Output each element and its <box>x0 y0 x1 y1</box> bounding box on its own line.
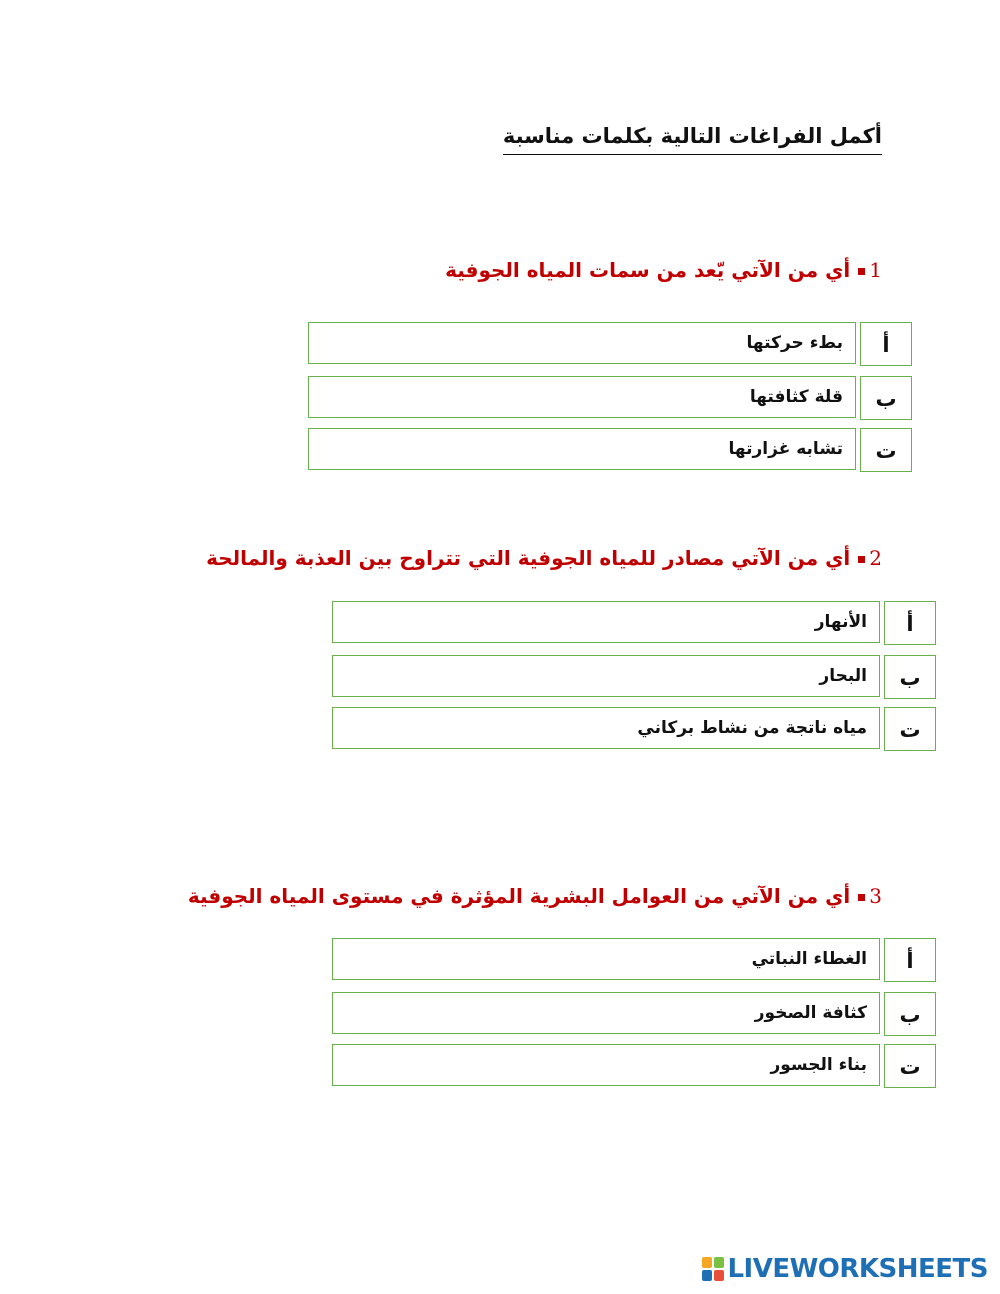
logo-square <box>714 1270 724 1281</box>
option-text[interactable]: مياه ناتجة من نشاط بركاني <box>332 707 880 749</box>
option-text[interactable]: بناء الجسور <box>332 1044 880 1086</box>
question-number: 2 <box>869 546 882 570</box>
page-title: أكمل الفراغات التالية بكلمات مناسبة <box>503 124 882 155</box>
liveworksheets-logo <box>702 1254 988 1284</box>
options-group-1 <box>308 322 912 474</box>
options-group-2 <box>332 601 936 753</box>
options-group-3 <box>332 938 936 1090</box>
bullet-icon <box>858 556 865 563</box>
option-letter: ت <box>860 428 912 472</box>
option-text[interactable]: قلة كثافتها <box>308 376 856 418</box>
question-2 <box>206 546 882 570</box>
question-3 <box>188 884 882 908</box>
question-text: أي من الآتي مصادر للمياه الجوفية التي تتراوح بين العذبة والمالحة <box>206 546 851 570</box>
question-number: 3 <box>869 884 882 908</box>
option-text[interactable]: تشابه غزارتها <box>308 428 856 470</box>
option-text[interactable]: كثافة الصخور <box>332 992 880 1034</box>
logo-square <box>702 1257 712 1268</box>
option-a[interactable] <box>332 938 936 982</box>
option-letter: ت <box>884 707 936 751</box>
option-letter: أ <box>884 601 936 645</box>
option-b[interactable] <box>332 992 936 1036</box>
logo-mark-icon <box>702 1257 724 1281</box>
option-a[interactable] <box>308 322 912 366</box>
option-letter: أ <box>860 322 912 366</box>
bullet-icon <box>858 268 865 275</box>
option-letter: ب <box>884 992 936 1036</box>
option-letter: ت <box>884 1044 936 1088</box>
question-1 <box>445 258 882 282</box>
option-letter: أ <box>884 938 936 982</box>
option-b[interactable] <box>308 376 912 420</box>
option-c[interactable] <box>308 428 912 472</box>
option-c[interactable] <box>332 707 936 751</box>
option-letter: ب <box>860 376 912 420</box>
option-text[interactable]: الأنهار <box>332 601 880 643</box>
option-text[interactable]: بطء حركتها <box>308 322 856 364</box>
question-text: أي من الآتي من العوامل البشرية المؤثرة في مستوى المياه الجوفية <box>187 884 851 908</box>
option-c[interactable] <box>332 1044 936 1088</box>
option-a[interactable] <box>332 601 936 645</box>
option-letter: ب <box>884 655 936 699</box>
option-text[interactable]: البحار <box>332 655 880 697</box>
logo-square <box>714 1257 724 1268</box>
question-number: 1 <box>869 258 882 282</box>
option-b[interactable] <box>332 655 936 699</box>
logo-square <box>702 1270 712 1281</box>
option-text[interactable]: الغطاء النباتي <box>332 938 880 980</box>
bullet-icon <box>858 894 865 901</box>
question-text: أي من الآتي يّعد من سمات المياه الجوفية <box>445 258 851 282</box>
logo-text: LIVEWORKSHEETS <box>727 1254 988 1284</box>
